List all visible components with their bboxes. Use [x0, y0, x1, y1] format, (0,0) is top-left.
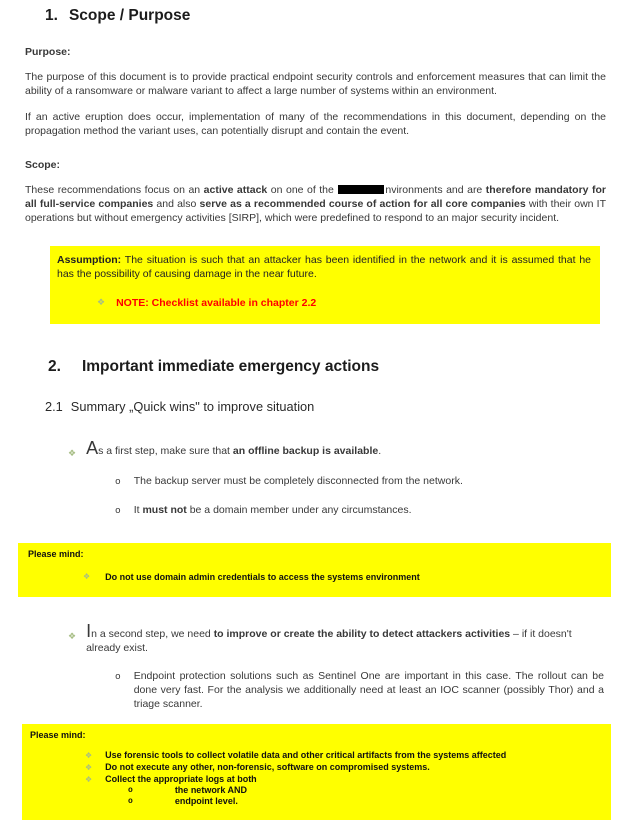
- please-mind-box-2: [22, 724, 611, 820]
- purpose-paragraph-2: If an active eruption does occur, implementation of many of the recommendations in this document, depending on the propagation method the variant uses, can potentially disrupt and contain the event.: [25, 111, 606, 137]
- circle-bullet-icon: o: [115, 671, 121, 682]
- mind-box-1-item-1: [83, 572, 603, 582]
- mind-box-2-item-1: [85, 750, 603, 761]
- diamond-bullet-icon: ❖: [68, 448, 77, 458]
- circle-bullet-icon: o: [128, 797, 133, 806]
- redaction-box: [338, 185, 384, 194]
- section-1-number: 1.: [45, 7, 58, 24]
- section-2-heading: [48, 358, 628, 376]
- purpose-paragraph-1: The purpose of this document is to provide practical endpoint security controls and enforcement measures that can limit the ability of a ransomware or malware variant to affect a large number of systems within an environment.: [25, 71, 606, 97]
- please-mind-label: Please mind:: [30, 730, 86, 740]
- mind-box-2-item-1-text: Use forensic tools to collect volatile data and other critical artifacts from the systems affected: [105, 750, 507, 760]
- step-1-text: As a first step, make sure that an offline backup is available.: [86, 438, 382, 458]
- step-item-2: [68, 621, 606, 655]
- circle-bullet-icon: o: [128, 786, 133, 795]
- please-mind-label: Please mind:: [28, 549, 84, 559]
- section-2-title: Important immediate emergency actions: [81, 358, 380, 375]
- mind-box-2-item-3-text: Collect the appropriate logs at both: [105, 774, 257, 784]
- step-1-subitem-1: [115, 474, 604, 489]
- step-1-subitem-2-text: It must not be a domain member under any circumstances.: [133, 504, 412, 516]
- scope-label: Scope:: [25, 159, 61, 171]
- diamond-bullet-icon: ❖: [85, 775, 93, 784]
- scope-paragraph: These recommendations focus on an active attack on one of the nvironments and are therefore mandatory for all full-service companies and also serve as a recommended course of action for all core companies with their own IT operations but without emergency activities [SIRP], which were predefined to respond to an major security incident.: [25, 184, 607, 224]
- mind-box-2-item-3: [85, 774, 603, 785]
- mind-box-2-subitem-1: [128, 785, 603, 796]
- section-1-heading: [45, 7, 628, 25]
- diamond-bullet-icon: ❖: [85, 751, 93, 760]
- diamond-bullet-icon: ❖: [83, 572, 91, 581]
- step-item-1: [68, 438, 606, 460]
- mind-box-1-item-1-text: Do not use domain admin credentials to access the systems environment: [105, 572, 420, 582]
- assumption-paragraph: Assumption: The situation is such that an attacker has been identified in the network and it is assumed that he has the possibility of causing damage in the near future.: [57, 254, 591, 280]
- section-2-1-title: Summary „Quick wins" to improve situation: [70, 399, 315, 414]
- circle-bullet-icon: o: [115, 476, 121, 487]
- step-2-subitem-1-text: Endpoint protection solutions such as Sentinel One are important in this case. The rollout can be done very fast. For the analysis we additionally need at least an IOC scanner (possibly Thor) and a triage scanner.: [133, 670, 604, 710]
- circle-bullet-icon: o: [115, 505, 121, 516]
- section-2-number: 2.: [48, 358, 61, 375]
- step-2-text: In a second step, we need to improve or create the ability to detect attackers activities – if it doesn't already exist.: [86, 621, 572, 654]
- section-2-1-heading: [45, 399, 628, 414]
- document-page: [0, 7, 628, 806]
- mind-box-2-subitem-1-text: the network AND: [174, 785, 247, 795]
- mind-box-2-item-2-text: Do not execute any other, non-forensic, software on compromised systems.: [105, 762, 430, 772]
- diamond-bullet-icon: ❖: [97, 297, 106, 307]
- mind-box-2-subitem-2-text: endpoint level.: [174, 796, 238, 806]
- diamond-bullet-icon: ❖: [68, 631, 77, 641]
- purpose-label: Purpose:: [25, 46, 71, 58]
- section-1-title: Scope / Purpose: [68, 7, 191, 24]
- note-line: [97, 297, 591, 309]
- mind-box-2-item-2: [85, 762, 603, 773]
- step-1-subitem-1-text: The backup server must be completely disconnected from the network.: [133, 475, 463, 487]
- step-1-subitem-2: [115, 503, 604, 518]
- assumption-highlight-box: [50, 246, 600, 324]
- mind-box-2-subitem-2: [128, 796, 603, 807]
- note-text: NOTE: Checklist available in chapter 2.2: [116, 297, 317, 309]
- step-2-subitem-1: [115, 669, 604, 711]
- section-2-1-number: 2.1: [45, 399, 63, 414]
- please-mind-box-1: [18, 543, 611, 597]
- diamond-bullet-icon: ❖: [85, 763, 93, 772]
